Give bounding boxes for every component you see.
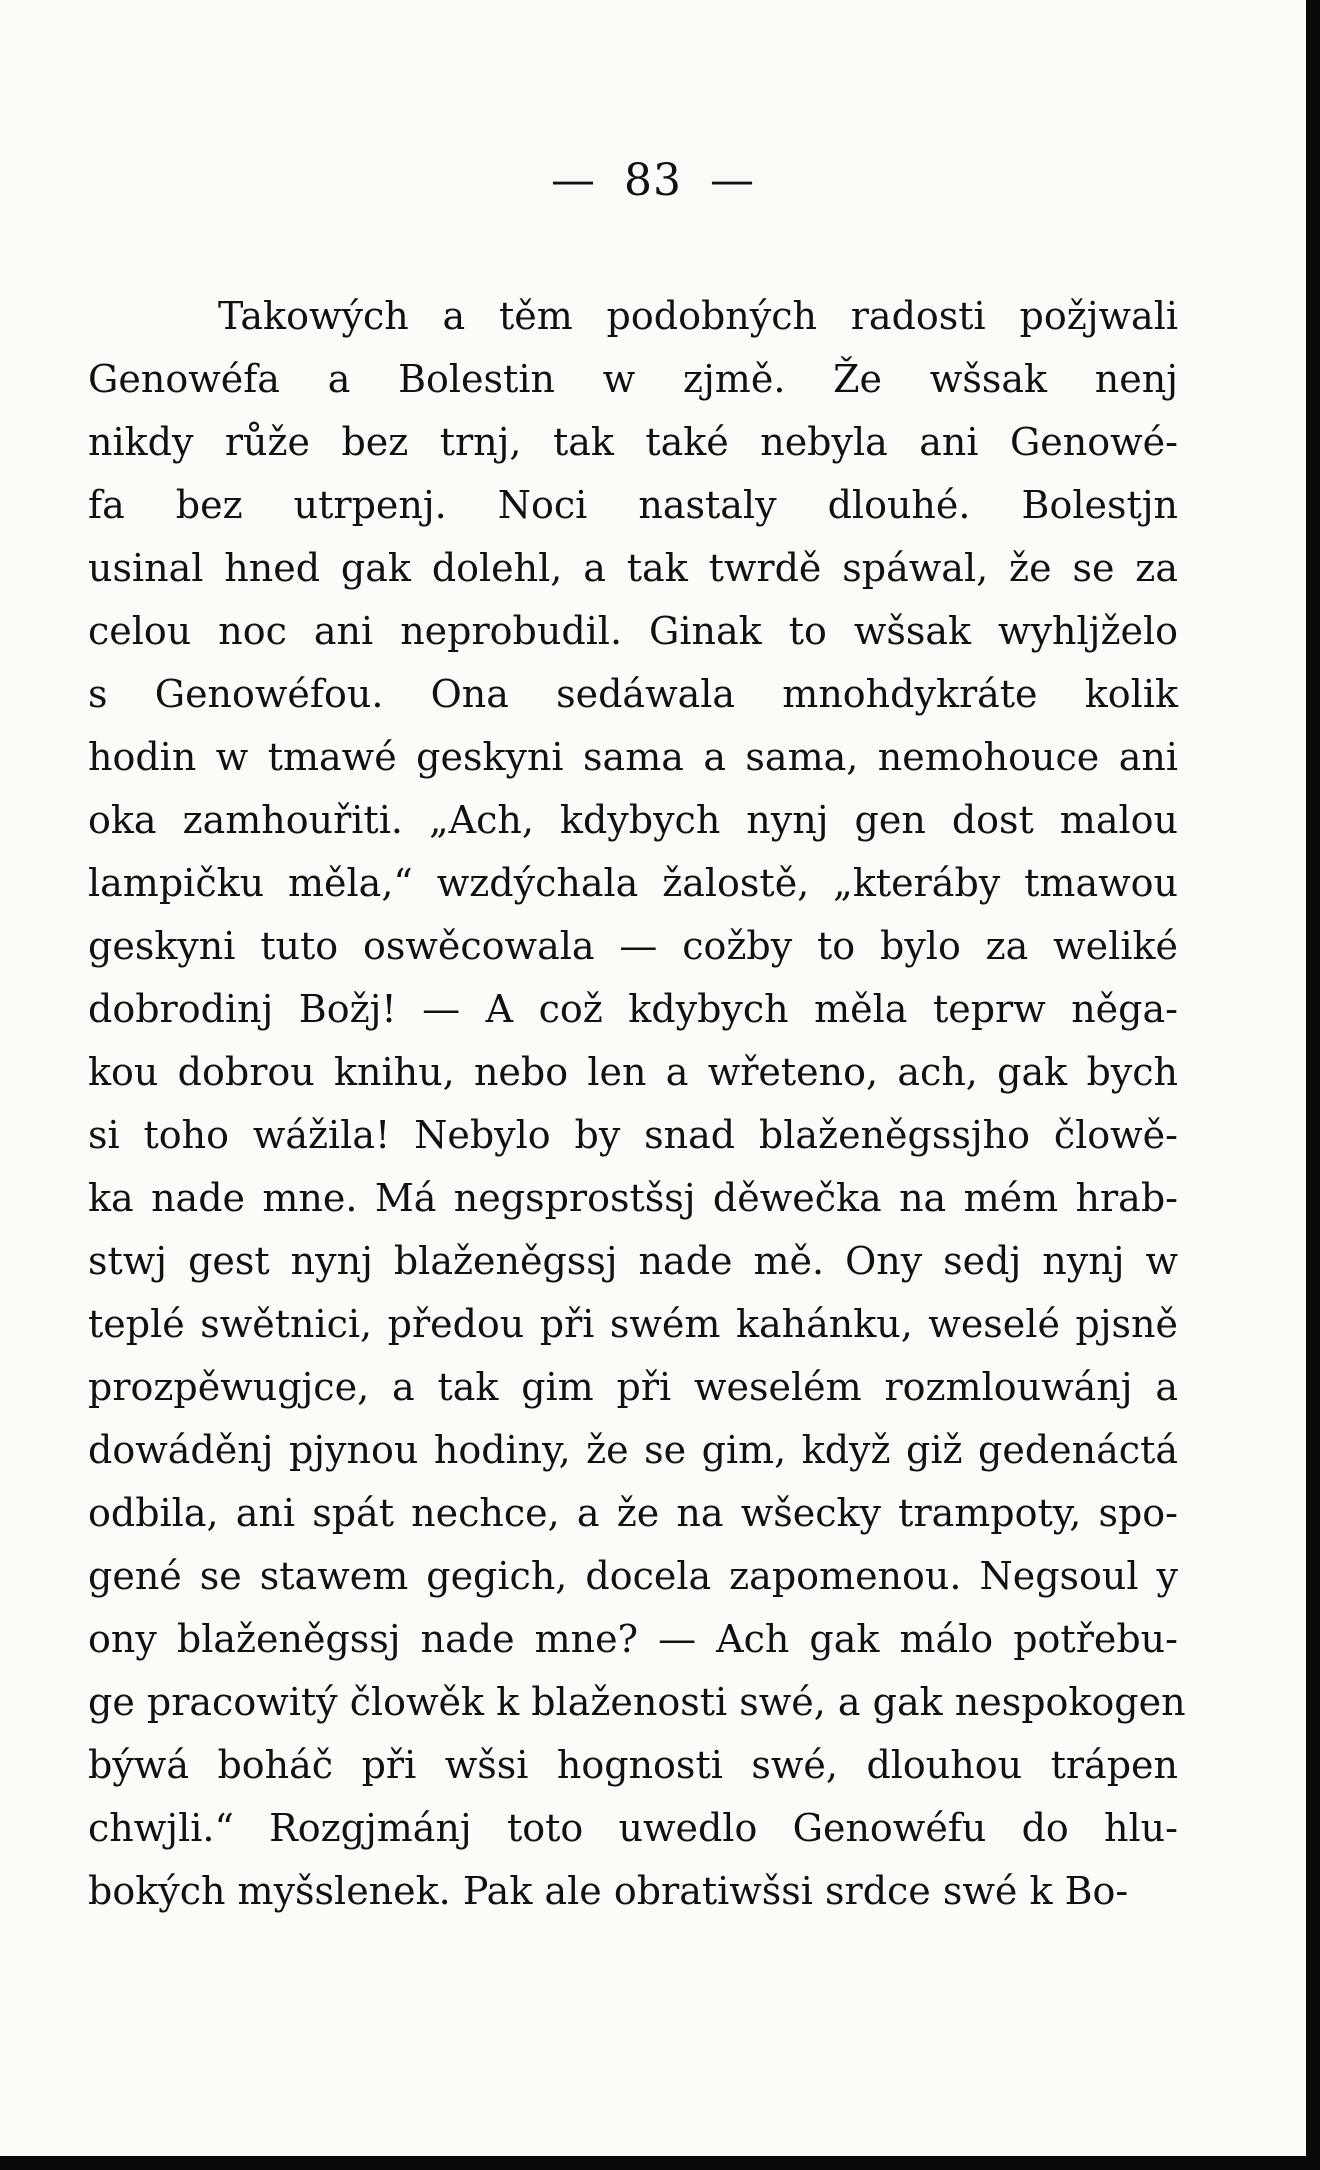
text-line: oka zamhouřiti. „Ach, kdybych nynj gen dost malou [88, 798, 1178, 842]
text-line: si toho wážila! Nebylo by snad blaženěgssjho člowě- [88, 1113, 1178, 1157]
text-line: usinal hned gak dolehl, a tak twrdě spáwal, že se za [88, 546, 1178, 590]
text-line: nikdy růže bez trnj, tak také nebyla ani Genowé- [88, 420, 1178, 464]
text-line: ka nade mne. Má negsprostšsj děwečka na mém hrab- [88, 1176, 1178, 1220]
text-line: odbila, ani spát nechce, a že na wšecky trampoty, spo- [88, 1491, 1178, 1535]
text-line: ony blaženěgssj nade mne? — Ach gak málo potřebu- [88, 1617, 1178, 1661]
text-line: gené se stawem gegich, docela zapomenou. Negsoul y [88, 1554, 1178, 1598]
text-line: býwá boháč při wšsi hognosti swé, dlouhou trápen [88, 1743, 1178, 1787]
text-line: teplé swětnici, předou při swém kahánku, weselé pjsně [88, 1302, 1178, 1346]
header-dash-right: — [710, 155, 755, 206]
text-line: geskyni tuto oswěcowala — cožby to bylo za weliké [88, 924, 1178, 968]
text-line: Genowéfa a Bolestin w zjmě. Že wšsak nenj [88, 357, 1178, 401]
text-line: lampičku měla,“ wzdýchala žalostě, „kteráby tmawou [88, 861, 1178, 905]
header-dash-left: — [551, 155, 596, 206]
text-line: Takowých a těm podobných radosti požjwali [218, 294, 1178, 338]
scan-border-right [1306, 0, 1320, 2170]
text-line: kou dobrou knihu, nebo len a wřeteno, ach, gak bych [88, 1050, 1178, 1094]
text-line: chwjli.“ Rozgjmánj toto uwedlo Genowéfu do hlu- [88, 1806, 1178, 1850]
text-line: hodin w tmawé geskyni sama a sama, nemohouce ani [88, 735, 1178, 779]
page-header [0, 155, 1306, 206]
text-line: s Genowéfou. Ona sedáwala mnohdykráte kolik [88, 672, 1178, 716]
text-line: celou noc ani neprobudil. Ginak to wšsak wyhljželo [88, 609, 1178, 653]
text-line: dobrodinj Božj! — A což kdybych měla teprw něga- [88, 987, 1178, 1031]
body-text [88, 285, 1186, 1923]
scan-border-bottom [0, 2156, 1320, 2170]
text-line: stwj gest nynj blaženěgssj nade mě. Ony sedj nynj w [88, 1239, 1178, 1283]
text-line: dowáděnj pjynou hodiny, že se gim, když giž gedenáctá [88, 1428, 1178, 1472]
text-line: ge pracowitý člowěk k blaženosti swé, a gak nespokogen [88, 1680, 1186, 1724]
page-number: 83 [624, 155, 682, 206]
text-line: fa bez utrpenj. Noci nastaly dlouhé. Bolestjn [88, 483, 1178, 527]
text-line: prozpěwugjce, a tak gim při weselém rozmlouwánj a [88, 1365, 1178, 1409]
text-line: bokých myšslenek. Pak ale obratiwšsi srdce swé k Bo- [88, 1869, 1129, 1913]
